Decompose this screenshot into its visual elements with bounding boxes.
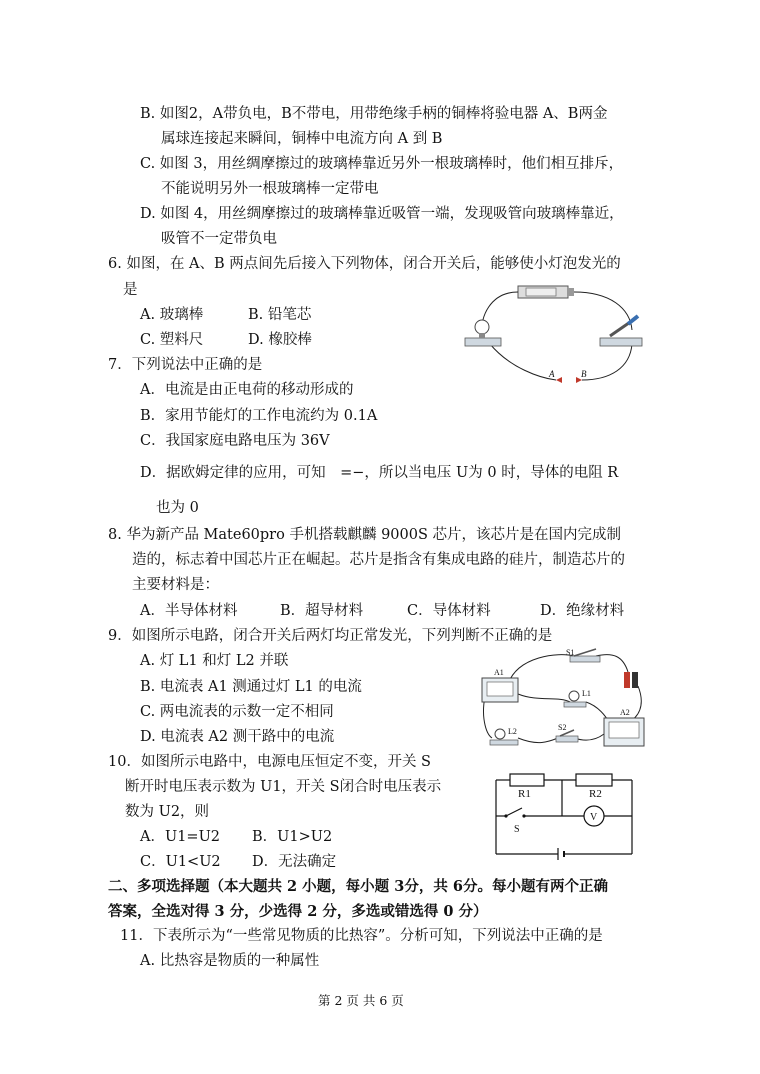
q5-option-c-line2: 不能说明另外一根玻璃棒一定带电 — [161, 181, 379, 197]
q6-circuit-figure — [460, 278, 660, 396]
q5-option-b-line2: 属球连接起来瞬间，铜棒中电流方向 A 到 B — [161, 131, 443, 147]
q5-option-d-line1: D. 如图 4，用丝绸摩擦过的玻璃棒靠近吸管一端，发现吸管向玻璃棒靠近， — [140, 206, 624, 222]
q10-stem-line1: 10．如图所示电路中，电源电压恒定不变，开关 S — [108, 754, 431, 770]
q5-option-b-line1: B. 如图2，A带负电，B不带电，用带绝缘手柄的铜棒将验电器 A、B两金 — [140, 106, 608, 122]
q6-option-b: B. 铅笔芯 — [248, 307, 312, 323]
q6-label-b: B — [581, 369, 587, 379]
q9-label-a2: A2 — [620, 708, 630, 717]
q10-label-s: S — [514, 824, 520, 835]
q9-option-d: D. 电流表 A2 测干路中的电流 — [140, 729, 335, 745]
q9-label-s2: S2 — [558, 723, 567, 732]
section2-heading-line2: 答案，全选对得 3 分，少选得 2 分，多选或错选得 0 分） — [108, 903, 488, 920]
q10-option-c: C．U1<U2 — [140, 854, 221, 870]
q9-label-l1: L1 — [582, 689, 591, 698]
q9-option-c: C. 两电流表的示数一定不相同 — [140, 704, 334, 720]
q8-stem-line1: 8. 华为新产品 Mate60pro 手机搭载麒麟 9000S 芯片，该芯片是在国内完成制 — [108, 527, 622, 543]
q10-label-v: V — [590, 812, 598, 823]
q10-label-r1: R1 — [518, 788, 531, 800]
q10-circuit-figure — [492, 770, 638, 864]
q8-stem-line2: 造的，标志着中国芯片正在崛起。芯片是指含有集成电路的硅片，制造芯片的 — [132, 552, 625, 568]
q11-stem: 11．下表所示为“一些常见物质的比热容”。分析可知，下列说法中正确的是 — [120, 928, 603, 944]
q7-option-b: B．家用节能灯的工作电流约为 0.1A — [140, 408, 378, 424]
q11-option-a: A. 比热容是物质的一种属性 — [140, 953, 320, 969]
q6-stem-line2: 是 — [123, 282, 138, 298]
q6-option-c: C. 塑料尺 — [140, 332, 204, 348]
q6-option-a: A. 玻璃棒 — [140, 307, 204, 323]
q10-option-d: D．无法确定 — [252, 854, 337, 870]
q6-label-a: A — [549, 369, 555, 379]
q10-stem-line2: 断开时电压表示数为 U1，开关 S闭合时电压表示 — [125, 779, 442, 795]
q9-option-a: A. 灯 L1 和灯 L2 并联 — [140, 653, 289, 669]
q10-option-a: A．U1=U2 — [140, 829, 221, 845]
q7-option-d-line2: 也为 0 — [156, 500, 199, 516]
q5-option-c-line1: C. 如图 3，用丝绸摩擦过的玻璃棒靠近另外一根玻璃棒时，他们相互排斥， — [140, 156, 624, 172]
q8-option-a: A．半导体材料 — [140, 603, 238, 619]
q8-stem-line3: 主要材料是： — [132, 577, 219, 593]
q9-option-b: B. 电流表 A1 测通过灯 L1 的电流 — [140, 679, 362, 695]
q7-option-a: A．电流是由正电荷的移动形成的 — [140, 382, 354, 398]
q10-option-b: B．U1>U2 — [252, 829, 333, 845]
q9-label-l2: L2 — [508, 727, 517, 736]
q10-stem-line3: 数为 U2，则 — [125, 804, 210, 820]
q9-label-a1: A1 — [494, 668, 504, 677]
q7-option-c: C．我国家庭电路电压为 36V — [140, 433, 330, 449]
q7-stem: 7．下列说法中正确的是 — [108, 357, 263, 373]
q6-option-d: D. 橡胶棒 — [248, 332, 312, 348]
q8-option-c: C．导体材料 — [407, 603, 491, 619]
q8-option-d: D．绝缘材料 — [540, 603, 625, 619]
section2-heading-line1: 二、多项选择题（本大题共 2 小题，每小题 3分，共 6分。每小题有两个正确 — [108, 878, 608, 895]
q5-option-d-line2: 吸管不一定带负电 — [161, 231, 277, 247]
q9-stem: 9．如图所示电路，闭合开关后两灯均正常发光，下列判断不正确的是 — [108, 628, 553, 644]
q10-label-r2: R2 — [589, 788, 602, 800]
q7-option-d-line1: D．据欧姆定律的应用，可知 =−，所以当电压 U为 0 时，导体的电阻 R — [140, 465, 619, 481]
q9-circuit-figure — [478, 646, 658, 754]
q9-label-s1: S1 — [566, 648, 575, 657]
q6-stem-line1: 6. 如图，在 A、B 两点间先后接入下列物体，闭合开关后，能够使小灯泡发光的 — [108, 256, 621, 272]
q8-option-b: B．超导材料 — [280, 603, 364, 619]
page-footer: 第 2 页 共 6 页 — [318, 993, 404, 1008]
